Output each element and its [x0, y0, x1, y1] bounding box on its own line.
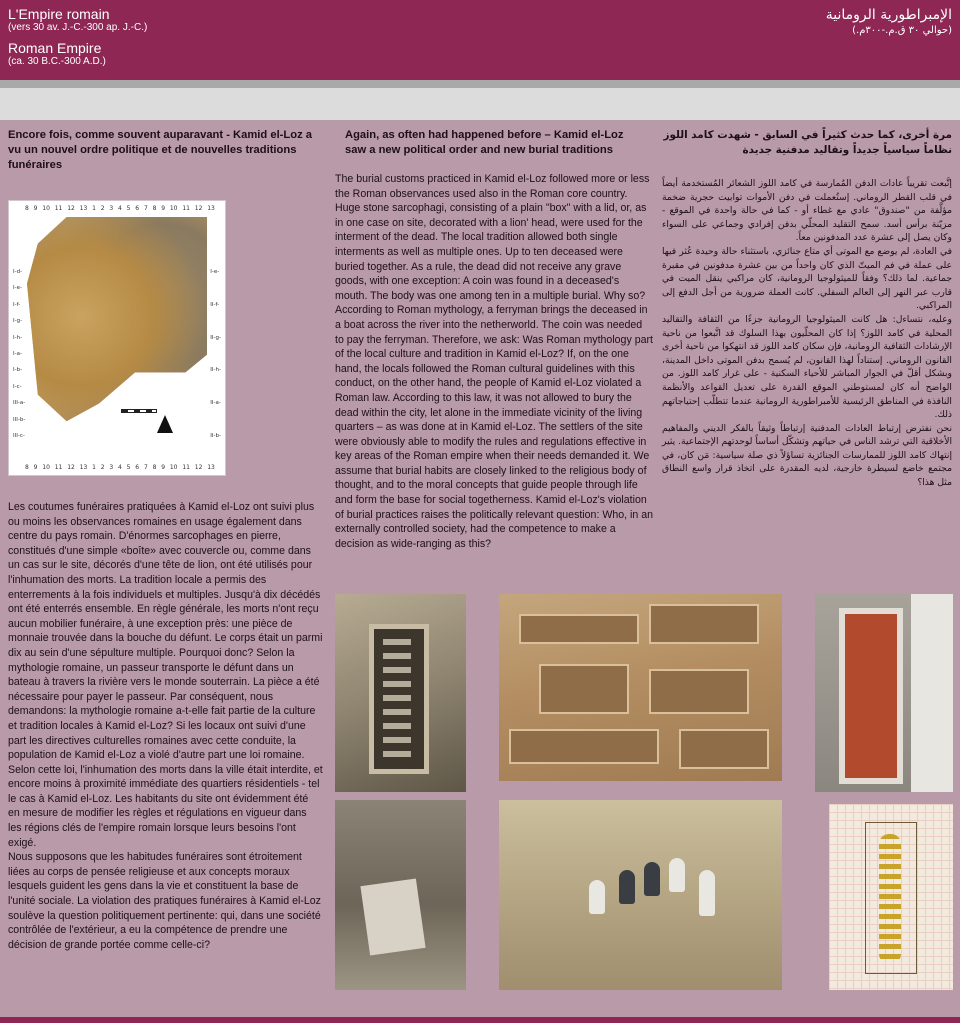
plan-tick-label: 12: [67, 464, 75, 471]
plan-tick-label: 10: [169, 464, 178, 471]
plan-tick-label: 10: [169, 205, 178, 212]
plan-ticks-bottom: [25, 464, 215, 471]
worker: [589, 880, 605, 914]
plan-row-label: III-c-: [13, 432, 25, 439]
english-body: [335, 172, 653, 551]
photo-sarcophagus-remains: [815, 594, 953, 792]
photo-workers-excavating: [499, 800, 782, 990]
dates-fr: (vers 30 av. J.-C.-300 ap. J.-C.): [8, 22, 148, 33]
dates-en: (ca. 30 B.C.-300 A.D.): [8, 56, 106, 67]
plan-tick-label: 1: [92, 205, 96, 212]
plan-tick-label: 5: [126, 464, 131, 471]
excavated-wall: [509, 729, 659, 764]
photo-stone-lid-pit: [335, 800, 466, 990]
excavated-wall: [649, 604, 759, 644]
title-en: Roman Empire: [8, 40, 102, 56]
plan-row-label: I-e-: [210, 269, 220, 275]
plan-row-label: II-a-: [210, 400, 221, 407]
plan-tick-label: 10: [42, 464, 50, 471]
excavated-wall: [519, 614, 639, 644]
french-paragraph-1: Les coutumes funéraires pratiquées à Kamid el-Loz ont suivi plus ou moins les observances romaines en usage également dans centre du pays romain. D'énormes sarcophages en pierre, constitués d'une simple «boîte» avec couvercle ou, comme dans un cas sur le site, décorés d'une tête de lion, ont été utilisés pour l'inhumation des morts. La tradition locale a permis des enterrements à la fois individuels et multiples. Jusqu'à dix décédés ont été enterrés ensemble. En règle générale, les morts n'ont reçu aucun mobilier funéraire, à une exception près: une pièce de monnaie trouvée dans la bouche du défunt. Le corps était un parmi dix au sein d'une sépulture multiple. Pourquoi donc? Selon la mythologie romaine, un passeur transporte le défunt dans un bateau à travers la rivière vers le monde souterrain. La pièce a été nécessaire pour payer le passeur. Par conséquent, nous demandons: la mythologie romaine a-t-elle fait partie de la culture et tradition locales à Kamid el-Loz? Si les locaux ont suivi d'une part les directives culturelles romaines avec cette conduite, la population de Kamid el-Loz a violé d'autre part une loi romaine. Selon cette loi, l'inhumation des morts dans la ville était interdite, et encore moins à proximité immédiate des quartiers résidentiels - tel le cas à Kamid el-Loz. Les habitants du site ont évidemment été en mesure de modifier les règles et régulations en vigueur dans les régions clés de l'empire romain lorsque leurs besoins l'ont exigé.: [8, 501, 323, 849]
dates-ar: (حوالي ٣٠ ق.م.-٣٠٠م.): [852, 25, 952, 36]
french-title: Encore fois, comme souvent auparavant - Kamid el-Loz a vu un nouvel ordre politique et de nouvelles traditions funéraires: [8, 129, 313, 171]
excavated-wall: [679, 729, 769, 769]
plan-tick-label: 7: [143, 464, 148, 471]
title-fr: L'Empire romain: [8, 6, 110, 22]
plan-tick-label: 1: [92, 464, 96, 471]
english-paragraph: The burial customs practiced in Kamid el-Loz followed more or less the Roman observances used also in the Roman core country. Huge stone sarcophagi, consisting of a plain "box" with a lid, or, as in one case on site, decorated with a lion' head, were used for the interment of the dead. The local tradition allowed both single interments as well as multiple ones. Up to ten deceased were buried together. As a rule, the dead did not receive any grave goods, with one exception: A coin was found in a deceased's mouth. The body was one among ten in a multiple burial. Why so? According to Roman mythology, a ferryman brings the deceased in a boat across the river into the netherworld. The coin was needed to pay the ferryman. Therefore, we ask: Was Roman mythology part of the local culture and tradition in Kamid el-Loz? If, on the one hand, the locals followed the Roman cultural guidelines with this conduct, on the other hand, the people of Kamid el-Loz violated a Roman law. According to this law, it was not allowed to bury the dead within the city, let alone in the immediate vicinity of the living quarters – as was done at in Kamid el-Loz. The settlers of the site were obviously able to modify the rules and regulations effective in key areas of the Roman empire when their needs demanded it. We assume that burial habits are closely linked to the religious body of thought, and to the moral concepts that guide people through life and form the base for social togetherness. Kamid el-Loz's violation of burial practices raises the politically relevant question: Who, in an externally controlled society, had the competence to make a decision as wide-ranging as this?: [335, 173, 653, 550]
plan-tick-label: 12: [194, 464, 203, 471]
plan-tick-label: 9: [161, 464, 166, 471]
plan-row-label: I-b-: [13, 367, 23, 374]
stone-wall: [911, 594, 953, 792]
plan-row-label: III-b-: [13, 416, 26, 423]
site-plan-figure: [8, 200, 226, 476]
plan-tick-label: 12: [194, 205, 203, 212]
aerial-photo-map: [27, 217, 207, 439]
skeleton-drawing: [879, 834, 901, 964]
plan-ticks-top: [25, 205, 215, 212]
header-right: [826, 6, 952, 38]
worker: [669, 858, 685, 892]
plan-row-label: III-a-: [13, 400, 26, 407]
excavated-wall: [539, 664, 629, 714]
plan-tick-label: 12: [67, 205, 75, 212]
plan-row-label: II-b-: [210, 432, 221, 439]
band-shadow: [0, 80, 960, 88]
arabic-title: مرة أخرى، كما حدث كثيراً في السابق - شهدت كامد اللوز نظاماً سياسياً جديداً وتقاليد مدفنية جديدة: [663, 129, 952, 156]
plan-tick-label: 9: [161, 205, 166, 212]
french-paragraph-2: Nous supposons que les habitudes funéraires sont étroitement liées au corps de pensée religieuse et aux concepts moraux lesquels guident les gens dans la vie et constituent la base de l'unité sociale. La violation des pratiques funéraires à Kamid el-Loz soulève la question politiquement pertinente: qui, dans une société contrôlée de l'extérieur, a eu la compétence de prendre une décision de grande portée comme celle-ci?: [8, 851, 321, 951]
sarcophagus: [839, 608, 903, 784]
title-ar: الإمبراطورية الرومانية: [825, 7, 952, 23]
plan-tick-label: 2: [100, 464, 105, 471]
plan-tick-label: 9: [33, 464, 38, 471]
stone-lid: [360, 878, 425, 955]
plan-row-label: I-e-: [13, 285, 22, 292]
plan-row-label: I-c-: [13, 383, 22, 390]
plan-tick-label: 6: [135, 205, 140, 212]
arabic-paragraph-4: نحن نفترض إرتباط العادات المدفنية إرتباطاً وثيقاً بالفكر الديني والمفاهيم الأخلاقية التي ترشد الناس في حياتهم وتشكّل أساساً لوحدتهم الإجتماعية. يثير إنتهاك كامد اللوز للممارسات الجنائزية تساؤلاً ذي صلة سياسية: مَن كان، في مجتمع خاضع لسيطرة خارجية، لديه المقدرة على اتخاذ قرار واسع النطاق مثل هذا؟: [662, 422, 952, 489]
plan-row-label: I-g-: [13, 318, 23, 325]
plan-tick-label: 13: [79, 464, 88, 471]
plan-tick-label: 11: [54, 205, 63, 212]
plan-row-label: I-f-: [13, 301, 21, 308]
french-body: [8, 500, 323, 952]
plan-tick-label: 6: [135, 464, 140, 471]
plan-tick-label: 8: [25, 205, 29, 212]
plan-tick-label: 8: [152, 464, 157, 471]
plan-tick-label: 13: [207, 464, 215, 471]
arabic-paragraph-2: في العادة، لم يوضع مع الموتى أي متاع جنائزي، باستثناء حالة وحيدة عُثر فيها على عملة في فم الميتّ الذي كان واحداً من بين عشرة مدفونين في مقبرة جماعية. لما ذلك؟ وفقاً للميثولوجيا الرومانية، كان مراكبي ينقل الميت في قارب عبر النهر إلى العالم السفلي. كانت العملة ضرورية من أجل الدفع إلى المراكبي.: [662, 245, 952, 312]
plan-ticks-left: [13, 269, 25, 439]
plan-tick-label: 11: [182, 205, 190, 212]
north-arrow-icon: [157, 415, 173, 433]
plan-tick-label: 4: [118, 464, 122, 471]
worker: [619, 870, 635, 904]
english-title: Again, as often had happened before – Kamid el-Loz saw a new political order and new burial traditions: [345, 129, 624, 156]
plan-tick-label: 4: [118, 205, 122, 212]
plan-tick-label: 13: [79, 205, 88, 212]
plan-row-label: II-g-: [210, 334, 221, 341]
worker: [699, 870, 715, 916]
plan-tick-label: 9: [33, 205, 38, 212]
scale-bar: [121, 409, 157, 413]
plan-tick-label: 10: [42, 205, 50, 212]
plan-tick-label: 3: [109, 205, 114, 212]
arabic-paragraph-3: وعليه، نتساءل: هل كانت الميثولوجيا الرومانية جزءًا من الثقافة والتقاليد المحلية في كامد اللوز؟ إذا كان المحلّيون بهذا السلوك قد اتَّبعوا من ناحية الإرشادات الثقافية الرومانية، فإن سكان كامد اللوز قد انتهكوا من ناحية أخرى القانون الروماني. إستناداً لهذا القانون، لم يُسمح بدفن الموتى داخل المدينة، وبشكل أقلّ في الجوار المباشر للأحياء السكنية - على غرار كامد اللوز. من الواضح أنه كان لمستوطني الموقع القدرة على تعديل القواعد والأنظمة النافذة في المناطق الرئيسية للأمبراطورية الرومانية عندما تتطلّب إحتياجاتهم ذلك.: [662, 313, 952, 421]
arabic-paragraph-1: إتَّبعت تقريباً عادات الدفن المُمارسة في كامد اللوز الشعائر المُستخدمة أيضاً في قلب القطر الروماني. إستُعملت في دفن الأموات توابيت حجرية ضخمة مؤلَّفة من "صندوق" عادي مع غطاء أو - كما في حالة واحدة في الموقع - مزيّنة برأس أسد. سمح التقليد المحلّي بدفن إفرادي وجماعي على السواء وكان يصل إلى عشرة عدد المدفونين معاً.: [662, 178, 952, 244]
plan-tick-label: 11: [182, 464, 190, 471]
drawing-burial-skeleton: [829, 804, 953, 990]
header-band: [0, 0, 960, 80]
header-left: [8, 6, 147, 68]
plan-row-label: I-h-: [13, 334, 23, 341]
footer-band: [0, 1017, 960, 1023]
plan-row-label: I-d-: [13, 269, 23, 275]
plan-tick-label: 8: [25, 464, 29, 471]
plan-tick-label: 11: [54, 464, 63, 471]
skeleton-remains: [383, 639, 411, 759]
plan-tick-label: 7: [143, 205, 148, 212]
plan-row-label: I-a-: [13, 350, 22, 357]
plan-tick-label: 8: [152, 205, 157, 212]
photo-grave-skeleton: [335, 594, 466, 792]
plan-row-label: II-f-: [210, 301, 220, 308]
plan-tick-label: 13: [207, 205, 215, 212]
plan-tick-label: 3: [109, 464, 114, 471]
worker: [644, 862, 660, 896]
plan-tick-label: 2: [100, 205, 105, 212]
photo-excavation-walls: [499, 594, 782, 781]
plan-ticks-right: [210, 269, 221, 439]
arabic-body: [662, 177, 952, 490]
excavated-wall: [649, 669, 749, 714]
plan-row-label: II-h-: [210, 367, 221, 374]
plan-tick-label: 5: [126, 205, 131, 212]
